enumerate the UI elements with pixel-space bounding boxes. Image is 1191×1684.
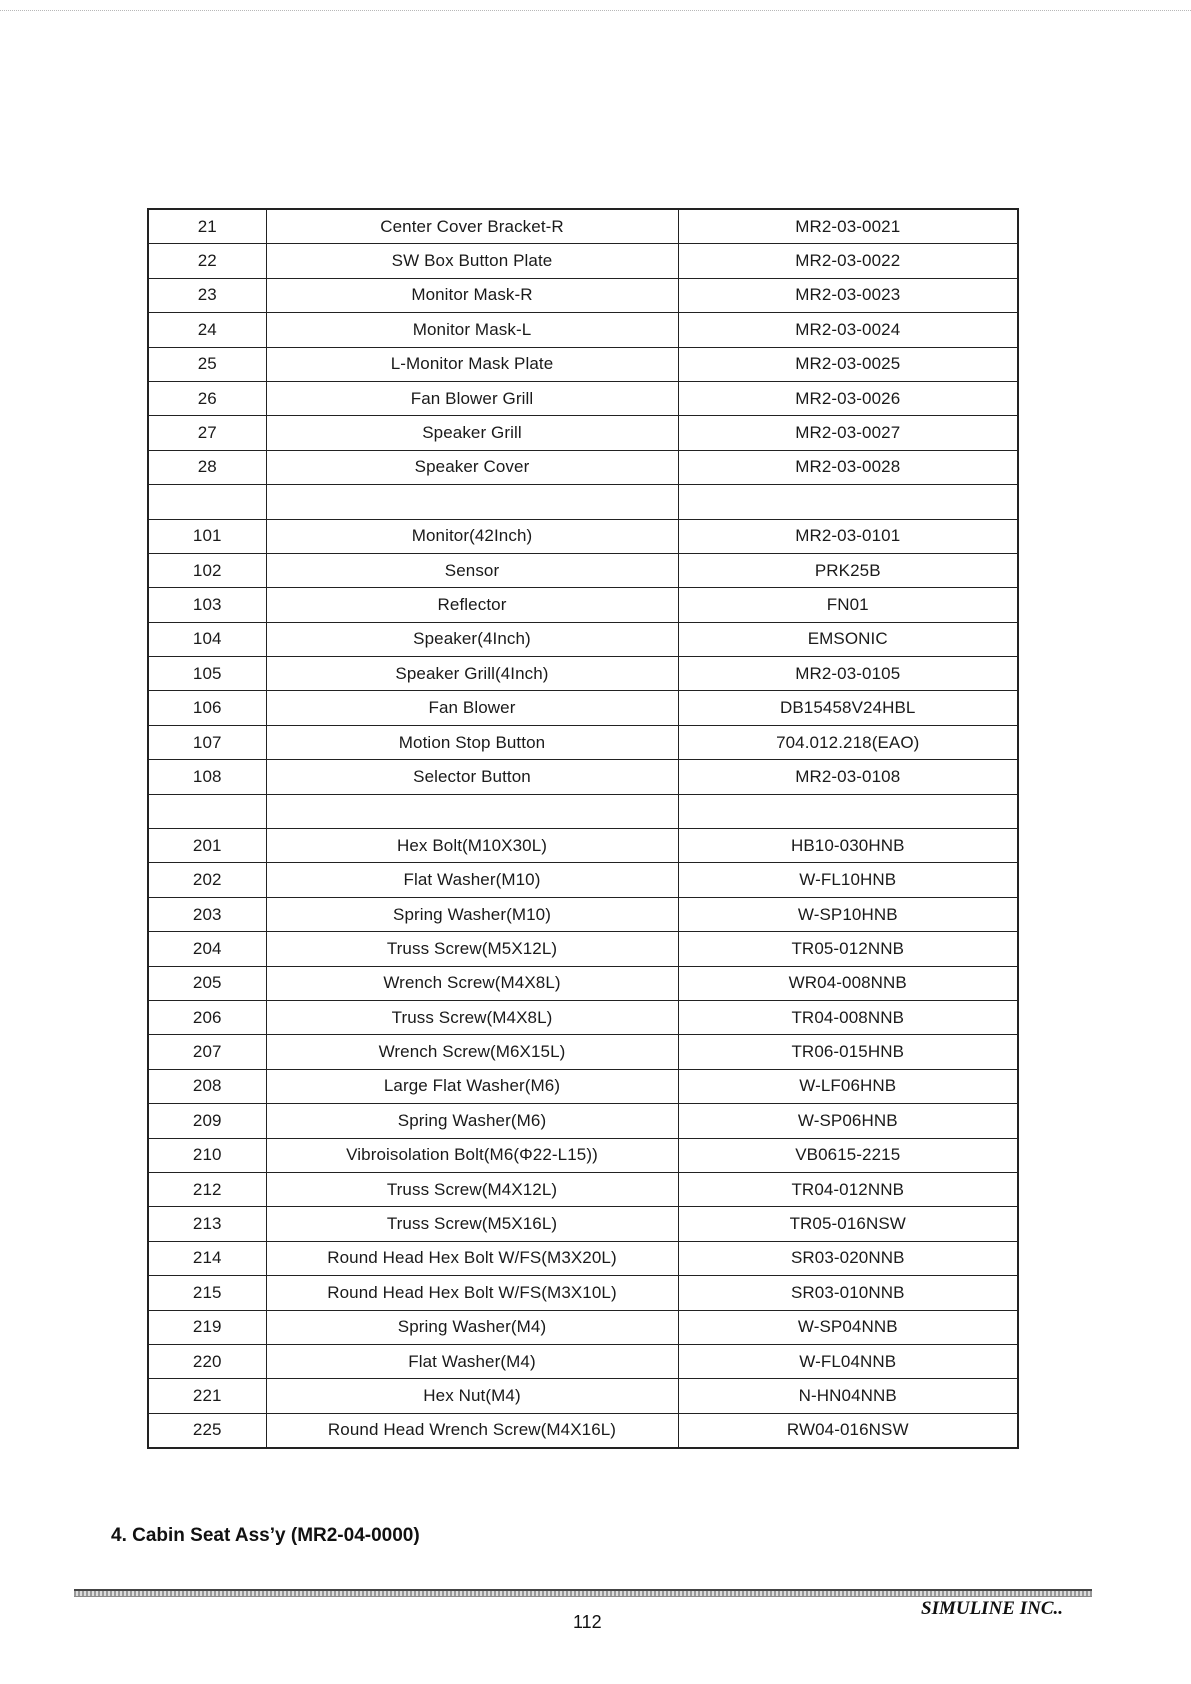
part-code-cell: TR05-016NSW xyxy=(678,1207,1018,1241)
part-description-cell: Center Cover Bracket-R xyxy=(266,209,678,244)
table-row xyxy=(148,657,1018,691)
part-description-cell: Speaker Grill(4Inch) xyxy=(266,657,678,691)
part-number-cell: 22 xyxy=(148,244,266,278)
part-description-cell: Speaker Grill xyxy=(266,416,678,450)
part-number-cell: 27 xyxy=(148,416,266,450)
table-row xyxy=(148,932,1018,966)
part-code-cell: TR06-015HNB xyxy=(678,1035,1018,1069)
part-description-cell: Fan Blower Grill xyxy=(266,381,678,415)
part-number-cell: 103 xyxy=(148,588,266,622)
part-number-cell: 21 xyxy=(148,209,266,244)
table-row xyxy=(148,1413,1018,1448)
part-code-cell: TR05-012NNB xyxy=(678,932,1018,966)
part-code-cell: MR2-03-0024 xyxy=(678,313,1018,347)
part-code-cell: HB10-030HNB xyxy=(678,829,1018,863)
table-row xyxy=(148,1276,1018,1310)
part-code-cell: TR04-012NNB xyxy=(678,1172,1018,1206)
part-description-cell: SW Box Button Plate xyxy=(266,244,678,278)
part-code-cell: W-SP04NNB xyxy=(678,1310,1018,1344)
part-code-cell: MR2-03-0021 xyxy=(678,209,1018,244)
part-description-cell: Reflector xyxy=(266,588,678,622)
part-description-cell: Round Head Hex Bolt W/FS(M3X10L) xyxy=(266,1276,678,1310)
table-row xyxy=(148,553,1018,587)
part-code-cell: PRK25B xyxy=(678,553,1018,587)
part-code-cell: W-SP06HNB xyxy=(678,1104,1018,1138)
part-code-cell: MR2-03-0025 xyxy=(678,347,1018,381)
part-description-cell: Fan Blower xyxy=(266,691,678,725)
part-number-cell xyxy=(148,794,266,828)
part-description-cell: Spring Washer(M4) xyxy=(266,1310,678,1344)
part-number-cell: 203 xyxy=(148,897,266,931)
part-description-cell: Motion Stop Button xyxy=(266,725,678,759)
part-description-cell xyxy=(266,485,678,519)
part-number-cell: 206 xyxy=(148,1000,266,1034)
part-description-cell: Speaker Cover xyxy=(266,450,678,484)
table-row xyxy=(148,691,1018,725)
part-description-cell: Round Head Hex Bolt W/FS(M3X20L) xyxy=(266,1241,678,1275)
table-row xyxy=(148,1172,1018,1206)
part-number-cell: 23 xyxy=(148,278,266,312)
part-code-cell: W-SP10HNB xyxy=(678,897,1018,931)
table-row xyxy=(148,416,1018,450)
part-description-cell: Truss Screw(M4X8L) xyxy=(266,1000,678,1034)
table-row xyxy=(148,1000,1018,1034)
part-number-cell: 104 xyxy=(148,622,266,656)
part-description-cell: Flat Washer(M10) xyxy=(266,863,678,897)
part-code-cell: N-HN04NNB xyxy=(678,1379,1018,1413)
table-row xyxy=(148,966,1018,1000)
part-number-cell: 212 xyxy=(148,1172,266,1206)
part-code-cell: WR04-008NNB xyxy=(678,966,1018,1000)
part-description-cell: Round Head Wrench Screw(M4X16L) xyxy=(266,1413,678,1448)
table-row xyxy=(148,1241,1018,1275)
part-number-cell: 207 xyxy=(148,1035,266,1069)
part-description-cell: Flat Washer(M4) xyxy=(266,1344,678,1378)
part-code-cell: EMSONIC xyxy=(678,622,1018,656)
part-description-cell: Large Flat Washer(M6) xyxy=(266,1069,678,1103)
table-row-blank xyxy=(148,485,1018,519)
table-row xyxy=(148,1379,1018,1413)
part-code-cell xyxy=(678,794,1018,828)
table-row xyxy=(148,347,1018,381)
part-code-cell: MR2-03-0026 xyxy=(678,381,1018,415)
table-row xyxy=(148,209,1018,244)
part-code-cell: SR03-020NNB xyxy=(678,1241,1018,1275)
part-number-cell: 213 xyxy=(148,1207,266,1241)
part-number-cell: 221 xyxy=(148,1379,266,1413)
part-code-cell: MR2-03-0027 xyxy=(678,416,1018,450)
part-code-cell: W-FL04NNB xyxy=(678,1344,1018,1378)
part-description-cell: Truss Screw(M5X16L) xyxy=(266,1207,678,1241)
page-number: 112 xyxy=(573,1612,602,1632)
part-number-cell: 107 xyxy=(148,725,266,759)
part-description-cell: Truss Screw(M5X12L) xyxy=(266,932,678,966)
table-row xyxy=(148,725,1018,759)
part-code-cell: TR04-008NNB xyxy=(678,1000,1018,1034)
part-number-cell: 225 xyxy=(148,1413,266,1448)
table-row xyxy=(148,1138,1018,1172)
parts-list-body xyxy=(148,209,1018,1448)
part-code-cell: VB0615-2215 xyxy=(678,1138,1018,1172)
part-number-cell: 28 xyxy=(148,450,266,484)
part-number-cell: 210 xyxy=(148,1138,266,1172)
part-number-cell: 202 xyxy=(148,863,266,897)
part-number-cell: 219 xyxy=(148,1310,266,1344)
part-description-cell: Monitor Mask-L xyxy=(266,313,678,347)
parts-list-table xyxy=(147,208,1019,1449)
part-description-cell: Hex Nut(M4) xyxy=(266,1379,678,1413)
part-number-cell: 201 xyxy=(148,829,266,863)
part-description-cell: Monitor(42Inch) xyxy=(266,519,678,553)
table-row xyxy=(148,1069,1018,1103)
table-row xyxy=(148,897,1018,931)
part-code-cell: 704.012.218(EAO) xyxy=(678,725,1018,759)
part-code-cell: MR2-03-0028 xyxy=(678,450,1018,484)
table-row xyxy=(148,760,1018,794)
part-number-cell: 106 xyxy=(148,691,266,725)
part-code-cell: MR2-03-0105 xyxy=(678,657,1018,691)
part-number-cell: 204 xyxy=(148,932,266,966)
part-description-cell: Vibroisolation Bolt(M6(Φ22-L15)) xyxy=(266,1138,678,1172)
part-code-cell: MR2-03-0023 xyxy=(678,278,1018,312)
part-description-cell: Speaker(4Inch) xyxy=(266,622,678,656)
part-number-cell: 214 xyxy=(148,1241,266,1275)
part-code-cell: MR2-03-0101 xyxy=(678,519,1018,553)
table-row xyxy=(148,829,1018,863)
table-row xyxy=(148,1035,1018,1069)
part-code-cell: W-FL10HNB xyxy=(678,863,1018,897)
table-row xyxy=(148,1310,1018,1344)
part-number-cell: 215 xyxy=(148,1276,266,1310)
part-description-cell: L-Monitor Mask Plate xyxy=(266,347,678,381)
company-name: SIMULINE INC.. xyxy=(921,1598,1064,1619)
table-row xyxy=(148,1207,1018,1241)
part-number-cell: 209 xyxy=(148,1104,266,1138)
table-row xyxy=(148,381,1018,415)
part-number-cell: 205 xyxy=(148,966,266,1000)
part-code-cell: W-LF06HNB xyxy=(678,1069,1018,1103)
table-row xyxy=(148,1104,1018,1138)
part-description-cell: Monitor Mask-R xyxy=(266,278,678,312)
part-description-cell: Spring Washer(M10) xyxy=(266,897,678,931)
top-edge-dotted-line xyxy=(0,10,1191,11)
table-row xyxy=(148,622,1018,656)
part-description-cell: Hex Bolt(M10X30L) xyxy=(266,829,678,863)
part-number-cell: 105 xyxy=(148,657,266,691)
part-number-cell: 101 xyxy=(148,519,266,553)
part-description-cell xyxy=(266,794,678,828)
part-description-cell: Truss Screw(M4X12L) xyxy=(266,1172,678,1206)
part-code-cell: MR2-03-0108 xyxy=(678,760,1018,794)
part-code-cell xyxy=(678,485,1018,519)
part-description-cell: Spring Washer(M6) xyxy=(266,1104,678,1138)
part-description-cell: Sensor xyxy=(266,553,678,587)
section-heading: 4. Cabin Seat Ass’y (MR2-04-0000) xyxy=(111,1525,420,1546)
part-number-cell: 108 xyxy=(148,760,266,794)
table-row xyxy=(148,1344,1018,1378)
part-number-cell: 208 xyxy=(148,1069,266,1103)
part-code-cell: SR03-010NNB xyxy=(678,1276,1018,1310)
part-number-cell: 25 xyxy=(148,347,266,381)
table-row xyxy=(148,863,1018,897)
part-code-cell: DB15458V24HBL xyxy=(678,691,1018,725)
table-row xyxy=(148,450,1018,484)
table-row xyxy=(148,278,1018,312)
part-number-cell: 220 xyxy=(148,1344,266,1378)
table-row xyxy=(148,313,1018,347)
footer-rule xyxy=(74,1589,1092,1597)
part-number-cell: 102 xyxy=(148,553,266,587)
part-code-cell: MR2-03-0022 xyxy=(678,244,1018,278)
part-description-cell: Wrench Screw(M6X15L) xyxy=(266,1035,678,1069)
part-number-cell xyxy=(148,485,266,519)
table-row xyxy=(148,588,1018,622)
part-description-cell: Wrench Screw(M4X8L) xyxy=(266,966,678,1000)
table-row xyxy=(148,519,1018,553)
part-number-cell: 24 xyxy=(148,313,266,347)
part-number-cell: 26 xyxy=(148,381,266,415)
part-description-cell: Selector Button xyxy=(266,760,678,794)
table-row xyxy=(148,244,1018,278)
table-row-blank xyxy=(148,794,1018,828)
part-code-cell: FN01 xyxy=(678,588,1018,622)
part-code-cell: RW04-016NSW xyxy=(678,1413,1018,1448)
